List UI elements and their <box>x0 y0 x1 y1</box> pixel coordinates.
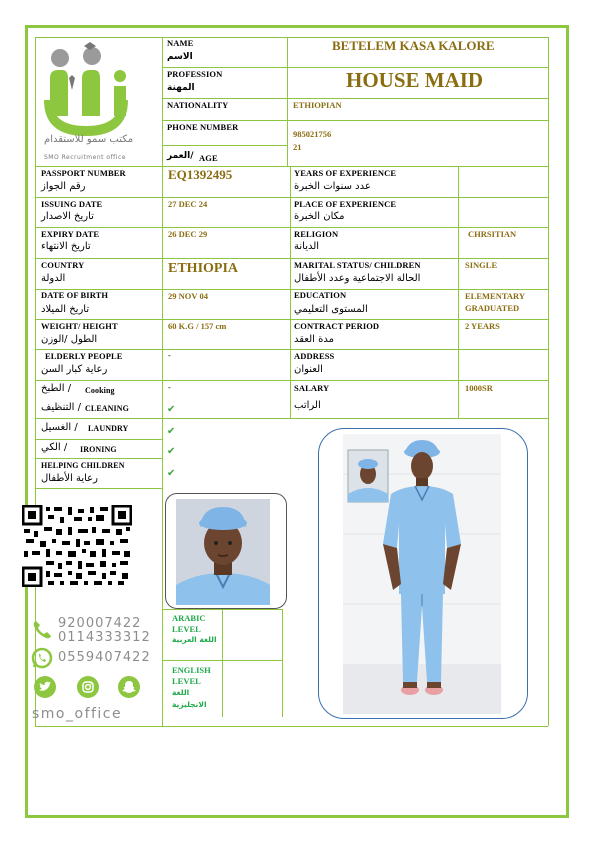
english-level-label-ar-1: اللغة <box>172 688 190 697</box>
arabic-level-label-ar: اللغة العربية <box>172 635 217 644</box>
expiry-label-ar: تاريخ الانتهاء <box>41 241 91 252</box>
marital-label-ar: الحالة الاجتماعية وعدد الأطفال <box>294 273 421 284</box>
ironing-label-ar: الكي / <box>41 442 68 453</box>
elderly-value: - <box>168 351 171 360</box>
dob-value: 29 NOV 04 <box>168 291 208 301</box>
laundry-check-icon: ✔ <box>167 426 176 437</box>
qr-code[interactable] <box>22 505 132 587</box>
education-label-ar: المستوى التعليمي <box>294 304 368 315</box>
passport-photo <box>176 499 270 605</box>
country-label: COUNTRY <box>41 260 85 270</box>
salary-value: 1000SR <box>465 383 493 393</box>
profession-label-ar: المهنة <box>167 83 195 93</box>
profession-label: PROFESSION <box>167 69 223 79</box>
passport-label: PASSPORT NUMBER <box>41 168 126 178</box>
contract-label-ar: مدة العقد <box>294 334 334 345</box>
dob-label-ar: تاريخ الميلاد <box>41 304 90 315</box>
twitter-icon[interactable] <box>34 676 56 698</box>
passport-label-ar: رقم الجواز <box>41 181 86 192</box>
laundry-label: LAUNDRY <box>88 424 129 433</box>
phone-number-1: 920007422 <box>58 616 142 631</box>
issuing-label-ar: تاريخ الاصدار <box>41 211 94 222</box>
contract-label: CONTRACT PERIOD <box>294 321 380 331</box>
logo-graphic <box>36 40 160 148</box>
education-value-1: ELEMENTARY <box>465 291 525 301</box>
cooking-label: Cooking <box>85 386 115 395</box>
elderly-label-ar: رعاية كبار السن <box>41 364 108 375</box>
dob-label: DATE OF BIRTH <box>41 290 109 300</box>
whatsapp-icon <box>31 647 53 669</box>
english-level-label-1: ENGLISH <box>172 665 211 675</box>
cleaning-label-ar: التنظيف / <box>41 402 81 413</box>
cleaning-check-icon: ✔ <box>167 404 176 415</box>
exp-label: YEARS OF EXPERIENCE <box>294 168 397 178</box>
age-label-ar: العمر/ <box>167 151 194 161</box>
issuing-label: ISSUING DATE <box>41 199 103 209</box>
address-label-ar: العنوان <box>294 364 323 375</box>
instagram-icon[interactable] <box>77 676 99 698</box>
cleaning-label: CLEANING <box>85 404 129 413</box>
education-label: EDUCATION <box>294 290 347 300</box>
age-label: AGE <box>199 153 218 163</box>
weight-label-ar: الطول /الوزن <box>41 334 98 345</box>
passport-value: EQ1392495 <box>168 167 233 182</box>
religion-label-ar: الديانة <box>294 241 320 252</box>
country-value: ETHIOPIA <box>168 261 239 276</box>
expiry-value: 26 DEC 29 <box>168 229 208 239</box>
ironing-check-icon: ✔ <box>167 446 176 457</box>
religion-label: RELIGION <box>294 229 339 239</box>
elderly-label: ELDERLY PEOPLE <box>45 351 123 361</box>
marital-label: MARITAL STATUS/ CHILDREN <box>294 260 421 270</box>
place-label: PLACE OF EXPERIENCE <box>294 199 397 209</box>
logo-english-text: SMO Recruitment office <box>44 154 126 161</box>
religion-value: CHRSITIAN <box>468 229 517 239</box>
laundry-label-ar: الغسيل / <box>41 422 78 433</box>
phone-label: PHONE NUMBER <box>167 122 239 132</box>
arabic-level-label-1: ARABIC <box>172 613 206 623</box>
nationality-value: ETHIOPIAN <box>293 100 342 110</box>
children-check-icon: ✔ <box>167 468 176 479</box>
whatsapp-number: 0559407422 <box>58 650 151 665</box>
exp-label-ar: عدد سنوات الخبرة <box>294 181 371 192</box>
office-logo <box>36 40 160 168</box>
profession-value: HOUSE MAID <box>346 68 484 92</box>
age-value: 21 <box>293 142 302 152</box>
expiry-label: EXPIRY DATE <box>41 229 100 239</box>
education-value-2: GRADUATED <box>465 303 520 313</box>
full-body-photo <box>343 434 501 714</box>
name-label: NAME <box>167 38 194 48</box>
english-level-label-ar-2: الانجليزية <box>172 700 207 709</box>
phone-number-2: 0114333312 <box>58 630 151 645</box>
country-label-ar: الدولة <box>41 273 66 284</box>
phone-value: 985021756 <box>293 129 332 139</box>
weight-value: 60 K.G / 157 cm <box>168 321 227 331</box>
name-label-ar: الاسم <box>167 52 193 62</box>
cooking-label-ar: الطبخ / <box>41 383 72 394</box>
salary-label-ar: الراتب <box>294 400 321 411</box>
name-value: BETELEM KASA KALORE <box>332 38 495 53</box>
phone-icon <box>31 619 53 641</box>
english-level-label-2: LEVEL <box>172 676 201 686</box>
arabic-level-label-2: LEVEL <box>172 624 201 634</box>
nationality-label: NATIONALITY <box>167 100 229 110</box>
social-handle: smo_office <box>32 706 123 722</box>
weight-label: WEIGHT/ HEIGHT <box>41 321 118 331</box>
marital-value: SINGLE <box>465 260 498 270</box>
issuing-value: 27 DEC 24 <box>168 199 208 209</box>
contract-value: 2 YEARS <box>465 321 500 331</box>
ironing-label: IRONING <box>80 445 117 454</box>
salary-label: SALARY <box>294 383 330 393</box>
place-label-ar: مكان الخبرة <box>294 211 345 222</box>
address-label: ADDRESS <box>294 351 335 361</box>
children-label-ar: رعاية الأطفال <box>41 473 98 484</box>
cooking-value: - <box>168 383 171 392</box>
logo-arabic-text: مكتب سمو للاستقدام <box>44 134 134 145</box>
snapchat-icon[interactable] <box>118 676 140 698</box>
children-label: HELPING CHILDREN <box>41 461 125 470</box>
